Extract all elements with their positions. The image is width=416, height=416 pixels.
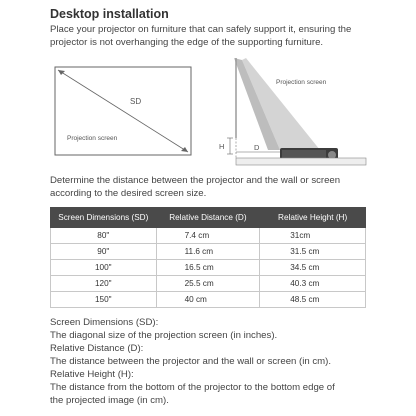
spec-table xyxy=(50,207,366,308)
cell-relative-height: 40.3 cm xyxy=(260,276,366,292)
cell-screen-dimensions: 100" xyxy=(51,260,157,276)
distance-label: D xyxy=(254,143,260,152)
screen-size-diagram xyxy=(54,66,192,156)
col-header-screen-dimensions: Screen Dimensions (SD) xyxy=(51,208,157,228)
cell-relative-distance: 11.6 cm xyxy=(156,244,260,260)
table-header-row xyxy=(51,208,366,228)
cell-screen-dimensions: 120" xyxy=(51,276,157,292)
screen-label-left: Projection screen xyxy=(67,135,118,142)
table-row xyxy=(51,292,366,308)
definition-line: Relative Height (H): xyxy=(50,369,134,380)
col-header-relative-distance: Relative Distance (D) xyxy=(156,208,260,228)
definition-line: The distance between the projector and the wall or screen (in cm). xyxy=(50,356,332,367)
cell-relative-distance: 7.4 cm xyxy=(156,228,260,244)
diagonal-label: SD xyxy=(130,97,142,106)
cell-relative-height: 31cm xyxy=(260,228,366,244)
cell-screen-dimensions: 150" xyxy=(51,292,157,308)
table-row xyxy=(51,228,366,244)
definition-line: The distance from the bottom of the projector to the bottom edge of xyxy=(50,382,335,393)
definition-line: Screen Dimensions (SD): xyxy=(50,317,159,328)
col-header-relative-height: Relative Height (H) xyxy=(260,208,366,228)
intro-text: Place your projector on furniture that can safely support it, ensuring the projector is not overhanging the edge of the supporting furniture. xyxy=(50,24,352,48)
cell-relative-distance: 40 cm xyxy=(156,292,260,308)
cell-screen-dimensions: 80" xyxy=(51,228,157,244)
table-row xyxy=(51,276,366,292)
definitions xyxy=(50,316,380,407)
definition-line: the projected image (in cm). xyxy=(50,395,169,406)
cell-relative-distance: 25.5 cm xyxy=(156,276,260,292)
definition-line: Relative Distance (D): xyxy=(50,343,144,354)
table-row xyxy=(51,260,366,276)
page-title: Desktop installation xyxy=(50,7,169,21)
cell-screen-dimensions: 90" xyxy=(51,244,157,260)
definition-line: The diagonal size of the projection screen (in inches). xyxy=(50,330,278,341)
height-label: H xyxy=(219,142,225,151)
distance-instruction: Determine the distance between the projector and the wall or screen according to the desired screen size. xyxy=(50,175,341,199)
cell-relative-distance: 16.5 cm xyxy=(156,260,260,276)
cell-relative-height: 48.5 cm xyxy=(260,292,366,308)
projector-side-diagram xyxy=(212,54,368,166)
cell-relative-height: 31.5 cm xyxy=(260,244,366,260)
table-row xyxy=(51,244,366,260)
cell-relative-height: 34.5 cm xyxy=(260,260,366,276)
screen-label-right: Projection screen xyxy=(276,79,327,86)
